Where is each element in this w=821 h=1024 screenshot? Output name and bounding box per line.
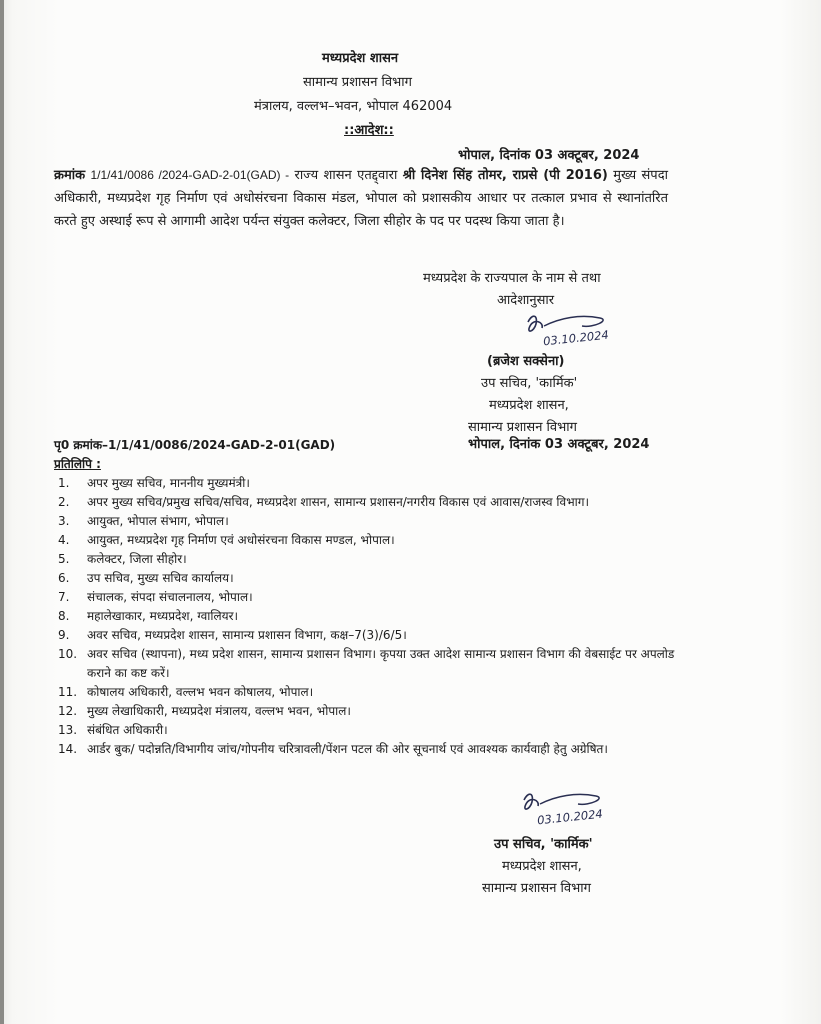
list-item: 14. आर्डर बुक/ पदोन्नति/विभागीय जांच/गोपनीय चरित्रावली/पेंशन पटल की ओर सूचनार्थ एवं आवश्यक कार्यवाही हेतु अग्रेषित।	[58, 742, 608, 756]
copy-list	[58, 474, 678, 759]
list-item: 13. संबंधित अधिकारी।	[58, 723, 168, 737]
header-line-3: मंत्रालय, वल्लभ–भवन, भोपाल 462004	[254, 99, 453, 114]
endorsement-number: पृ0 क्रमांक–1/1/41/0086/2024-GAD-2-01(GAD)	[54, 438, 336, 452]
copy-label: प्रतिलिपि :	[54, 457, 101, 471]
signature-1-office-1: मध्यप्रदेश शासन,	[489, 398, 569, 413]
header-line-1: मध्यप्रदेश शासन	[322, 51, 399, 66]
list-item: 5. कलेक्टर, जिला सीहोर।	[58, 552, 187, 566]
list-item: 9. अवर सचिव, मध्यप्रदेश शासन, सामान्य प्रशासन विभाग, कक्ष–7(3)/6/5।	[58, 628, 407, 642]
signature-2-office-2: सामान्य प्रशासन विभाग	[482, 881, 591, 896]
order-paragraph	[54, 164, 668, 233]
signature-2-office-1: मध्यप्रदेश शासन,	[502, 859, 582, 874]
signature-1-office-2: सामान्य प्रशासन विभाग	[468, 420, 577, 435]
kramank-label: क्रमांक	[54, 168, 86, 183]
order-body: मुख्य संपदा अधिकारी, मध्यप्रदेश गृह निर्माण एवं अधोसंरचना विकास मंडल, भोपाल को प्रशासकीय आधार पर तत्काल प्रभाव से स्थानांतरित करते हुए अस्थाई रूप से आगामी आदेश पर्यन्त संयुक्त कलेक्टर, जिला सीहोर के पद पर पदस्थ किया जाता है।	[54, 168, 668, 229]
scan-edge	[0, 0, 4, 1024]
list-item: 12. मुख्य लेखाधिकारी, मध्यप्रदेश मंत्रालय, वल्लभ भवन, भोपाल।	[58, 704, 351, 718]
endorsement-date: भोपाल, दिनांक 03 अक्टूबर, 2024	[468, 437, 650, 452]
list-item: 10. अवर सचिव (स्थापना), मध्य प्रदेश शासन, सामान्य प्रशासन विभाग। कृपया उक्त आदेश सामान्य प्रशासन विभाग की वेबसाईट पर अपलोड कराने का कष्ट करें।	[58, 647, 675, 680]
list-item: 7. संचालक, संपदा संचालनालय, भोपाल।	[58, 590, 253, 604]
list-item: 2. अपर मुख्य सचिव/प्रमुख सचिव/सचिव, मध्यप्रदेश शासन, सामान्य प्रशासन/नगरीय विकास एवं आवास/राजस्व विभाग।	[58, 495, 590, 509]
list-item: 1. अपर मुख्य सचिव, माननीय मुख्यमंत्री।	[58, 476, 250, 490]
order-lead: राज्य शासन एतद्द्वारा	[294, 168, 398, 183]
officer-name: श्री दिनेश सिंह तोमर, राप्रसे (पी 2016)	[402, 168, 608, 183]
signature-1-designation: उप सचिव, 'कार्मिक'	[481, 376, 578, 391]
list-item: 3. आयुक्त, भोपाल संभाग, भोपाल।	[58, 514, 229, 528]
list-item: 11. कोषालय अधिकारी, वल्लभ भवन कोषालय, भोपाल।	[58, 685, 314, 699]
authority-line-2: आदेशानुसार	[497, 293, 555, 308]
list-item: 6. उप सचिव, मुख्य सचिव कार्यालय।	[58, 571, 234, 585]
order-title: ::आदेश::	[344, 123, 394, 138]
header-line-2: सामान्य प्रशासन विभाग	[303, 75, 412, 90]
signature-2-date: 03.10.2024	[536, 806, 604, 828]
list-item: 8. महालेखाकार, मध्यप्रदेश, ग्वालियर।	[58, 609, 239, 623]
authority-line-1: मध्यप्रदेश के राज्यपाल के नाम से तथा	[423, 271, 601, 286]
kramank-number: 1/1/41/0086 /2024-GAD-2-01(GAD) -	[90, 168, 290, 182]
signature-2-designation: उप सचिव, 'कार्मिक'	[494, 837, 593, 852]
signature-1-name: (ब्रजेश सक्सेना)	[487, 354, 565, 369]
order-date: भोपाल, दिनांक 03 अक्टूबर, 2024	[458, 148, 640, 163]
list-item: 4. आयुक्त, मध्यप्रदेश गृह निर्माण एवं अधोसंरचना विकास मण्डल, भोपाल।	[58, 533, 395, 547]
signature-1-date: 03.10.2024	[542, 327, 610, 349]
